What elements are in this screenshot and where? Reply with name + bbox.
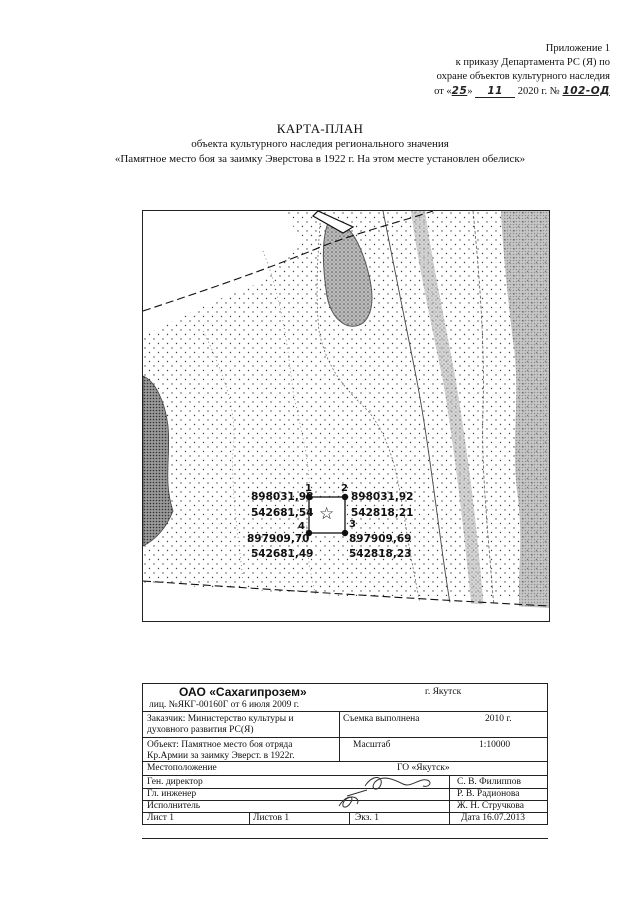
obelisk-star-icon: ☆ [319,504,335,524]
org-license: лиц. №ЯКГ-00160Г от 6 июля 2009 г. [149,700,299,710]
date-prefix: от « [434,86,452,97]
signatures [143,772,549,822]
director-label: Ген. директор [147,777,203,787]
point-3-y: 542818,23 [349,548,412,560]
location-label: Местоположение [147,763,217,773]
order-number: 102-ОД [562,85,610,97]
map-frame [142,210,550,622]
point-4-label: 4 [298,521,305,532]
page-subtitle-1: объекта культурного наследия регионального значения [191,138,449,150]
client-label-2: духовного развития РС(Я) [147,725,254,735]
date-month: 11 [475,85,515,98]
map-drawing [143,211,549,621]
point-1-y: 542681,54 [251,507,314,519]
title-block [0,121,640,167]
location-value: ГО «Якутск» [397,763,450,773]
appendix-line-1: Приложение 1 [545,43,610,54]
signature-director [365,778,430,790]
stamp-row-client [143,712,547,738]
survey-year: 2010 г. [485,714,512,724]
org-city: г. Якутск [425,687,462,697]
stamp-row-object [143,738,547,762]
point-2-x: 898031,92 [351,491,414,503]
engineer-name: Р. В. Радионова [457,789,520,799]
bottom-rule [142,838,548,839]
page-subtitle-2: «Памятное место боя за заимку Эверстова в 1922 г. На этом месте установлен обелиск» [114,153,526,165]
appendix-date-line [310,84,610,99]
date-day: 25 [451,85,468,97]
appendix-line-3: охране объектов культурного наследия [436,71,610,82]
object-label-2: Кр.Армии за заимку Эверст. в 1922г. [147,751,295,761]
point-3-label: 3 [349,519,356,530]
point-1-x: 898031,98 [251,491,314,503]
date-sep: » [467,86,473,97]
sheets-label: Листов 1 [253,813,290,823]
date-year: 2020 г. № [517,86,560,97]
page-title: КАРТА-ПЛАН [276,121,364,136]
signature-engineer [339,790,367,807]
point-2-label: 2 [341,483,348,494]
point-2-y: 542818,21 [351,507,414,519]
date-label: Дата 16.07.2013 [461,813,526,823]
survey-label: Съемка выполнена [343,714,420,724]
point-3-marker [342,530,348,536]
stamp-row-org [143,684,547,712]
sheet-label: Лист 1 [147,813,175,823]
client-label: Заказчик: Министерство культуры и [147,714,294,724]
point-2-marker [342,494,348,500]
appendix-line-2: к приказу Департамента РС (Я) по [455,57,610,68]
executor-label: Исполнитель [147,801,201,811]
scale-value: 1:10000 [479,740,511,750]
title-stamp [142,683,548,825]
point-4-y: 542681,49 [251,548,314,560]
point-3-x: 897909,69 [349,533,412,545]
executor-name: Ж. Н. Стручкова [457,801,524,811]
appendix-header [310,42,610,99]
scale-label: Масштаб [353,740,391,750]
stamp-divider-1 [339,712,340,762]
engineer-label: Гл. инженер [147,789,197,799]
point-4-x: 897909,70 [247,533,310,545]
director-name: С. В. Филиппов [457,777,521,787]
org-name: ОАО «Сахагипрозем» [179,685,307,699]
copy-label: Экз. 1 [355,813,380,823]
point-1-label: 1 [305,483,312,494]
object-label: Объект: Памятное место боя отряда [147,740,293,750]
